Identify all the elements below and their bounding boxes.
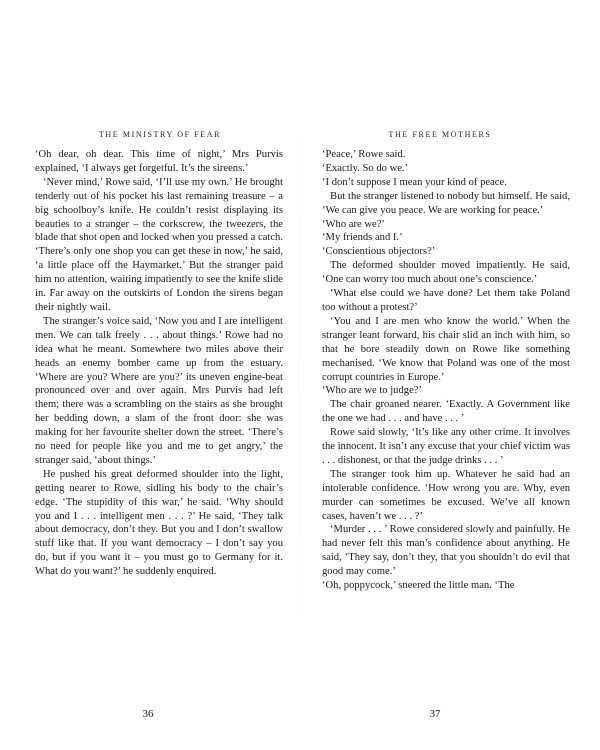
paragraph: ‘Never mind,’ Rowe said, ‘I’ll use my own.’ He brought tenderly out of his pocket his last remaining treasure – a big schoolboy’s knife. He couldn’t resist displaying its beauties to a stranger – the corkscrew, the tweezers, the blade that shot open and locked when you pressed a catch. ‘There’s only one shop you can get these in now,’ he said, ‘a little place off the Haymarket.’ But the stranger paid him no attention, waiting impatiently to see the knife slide in. Far away on the outskirts of London the sirens began their nightly wail.: [35, 176, 283, 313]
paragraph: ‘Exactly. So do we.’: [322, 162, 409, 174]
paragraph: ‘You and I are men who know the world.’ When the stranger leant forward, his chair slid an inch with him, so that he bore steadily down on Rowe like something mechanised. ‘We know that Poland was one of the most corrupt countries in Europe.’: [322, 315, 570, 383]
paragraph: Rowe said slowly, ‘It’s like any other crime. It involves the innocent. It isn’t any excuse that your chief victim was . . . dishonest, or that the judge drinks . . . ’: [322, 427, 570, 466]
paragraph: ‘Who are we?’: [322, 218, 385, 230]
paragraph: The deformed shoulder moved impatiently. He said, ‘One can worry too much about one’s conscience.’: [322, 260, 570, 286]
paragraph: ‘Conscientious objectors?’: [322, 246, 436, 258]
paragraph: The stranger’s voice said, ‘Now you and I are intelligent men. We can talk freely . . . about things.’ Rowe had no idea what he meant. Somewhere two miles above their heads an enemy bomber came up from the estuary. ‘Where are you? Where are you?’ its uneven engine-beat pronounced over and over again. Mrs Purvis had left them; there was a scrambling on the stairs as she brought her bedding down, a slam of the front door: she was making for her favourite shelter down the street. ‘There’s no need for people like you and me to get angry,’ the stranger said, ‘about things.’: [35, 315, 283, 466]
paragraph: But the stranger listened to nobody but himself. He said, ‘We can give you peace. We are working for peace.’: [322, 190, 570, 216]
page-number-left: 36: [142, 708, 154, 720]
paragraph: ‘What else could we have done? Let them take Poland too without a protest?’: [322, 288, 570, 313]
body-text-left: [35, 148, 283, 579]
paragraph: ‘Oh dear, oh dear. This time of night,’ Mrs Purvis explained, ‘I always get forgetful. It’s the sireens.’: [35, 149, 283, 174]
paragraph: The stranger took him up. Whatever he said had an intolerable confidence. ‘How wrong you are. Why, even murder can sometimes be excused. We’ve all known cases, haven’t we . . . ?’: [322, 468, 570, 522]
page-number-right: 37: [429, 708, 441, 720]
paragraph: ‘Peace,’ Rowe said.: [322, 149, 406, 160]
paragraph: He pushed his great deformed shoulder into the light, getting nearer to Rowe, sidling his body to the chair’s edge. ‘The stupidity of this war,’ he said. ‘Why should you and I . . . intelligent men . . . ?’ He said, ‘They talk about democracy, don’t they. But you and I don’t swallow stuff like that. If you want democracy – I don’t say you do, but if you want it – you must go to Germany for it. What do you want?’ he suddenly enquired.: [35, 468, 283, 578]
paragraph: ‘Murder . . . ’ Rowe considered slowly and painfully. He had never felt this man’s confidence about anything. He said, ‘They say, don’t they, that you shouldn’t do evil that good may come.’: [322, 524, 570, 578]
paragraph: ‘My friends and I.’: [322, 232, 403, 244]
paragraph: ‘I don’t suppose I mean your kind of peace.: [322, 176, 507, 188]
running-head-left: THE MINISTRY OF FEAR: [98, 130, 222, 139]
body-text-right: [322, 148, 570, 593]
paragraph: ‘Oh, poppycock,’ sneered the little man. ‘The: [322, 580, 515, 592]
paragraph: ‘Who are we to judge?’: [322, 385, 423, 397]
running-head-right: THE FREE MOTHERS: [388, 130, 492, 139]
paragraph: The chair groaned nearer. ‘Exactly. A Government like the one we had . . . and have . . . ’: [322, 399, 570, 425]
